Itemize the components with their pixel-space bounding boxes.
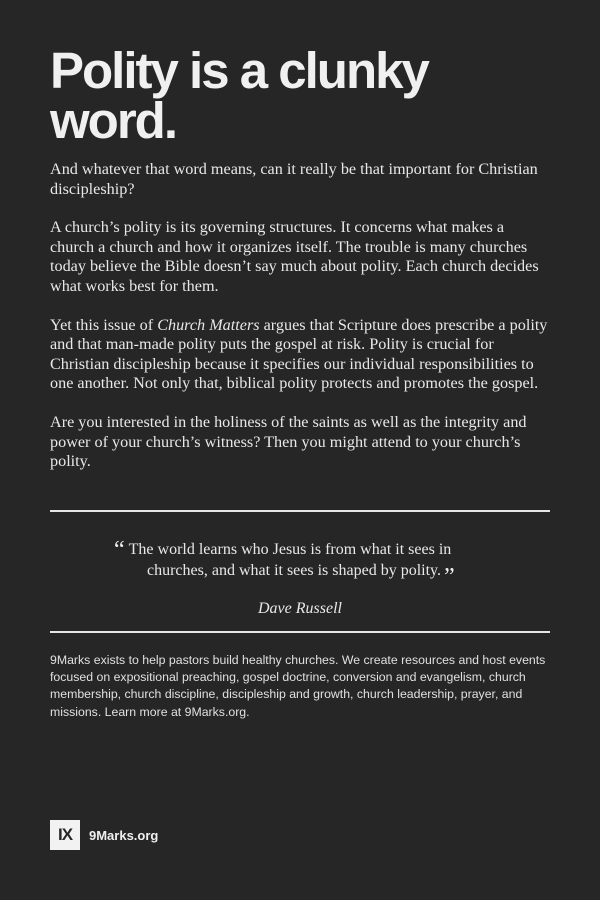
headline <box>50 42 550 149</box>
publication-title: Church Matters <box>157 315 260 334</box>
quote-text-1: The world learns who Jesus is from what it sees in <box>128 541 452 558</box>
quote-text-2: churches, and what it sees is shaped by polity. <box>147 562 442 579</box>
headline-line-2: word. <box>50 92 176 149</box>
body-paragraph-4: Are you interested in the holiness of the saints as well as the integrity and power of your church’s witness? Then you might attend to your church’s polity. <box>50 412 527 471</box>
divider-top <box>50 510 550 512</box>
about-text: 9Marks exists to help pastors build healthy churches. We create resources and host events focused on expositional preaching, gospel doctrine, conversion and evangelism, church membership, church discipline, discipleship and growth, church leadership, prayer, and missions. Learn more at 9Marks.org. <box>50 653 546 719</box>
quote-line-2 <box>147 558 455 590</box>
9marks-logo-icon: IX <box>50 820 80 850</box>
body-paragraph-3-rest: argues that Scripture does prescribe a polity and that man-made polity puts the gospel at risk. Polity is crucial for Christian discipleship because it specifies our individual responsibilities to one another. Not only that, biblical polity protects and promotes the gospel. <box>50 315 548 393</box>
divider-bottom <box>50 631 550 633</box>
back-cover <box>50 0 550 900</box>
body-paragraph-3 <box>50 316 550 394</box>
open-quote-icon: “ <box>114 537 125 563</box>
quote-attribution: Dave Russell <box>258 600 342 617</box>
headline-line-1: Polity is a clunky <box>50 42 428 99</box>
body-paragraph-3-intro: Yet this issue of <box>50 315 158 334</box>
quote-line-1 <box>114 537 452 563</box>
brand-footer <box>50 820 158 850</box>
brand-url: 9Marks.org <box>89 827 159 843</box>
body-paragraph-2: A church’s polity is its governing structures. It concerns what makes a church a church and how it organizes itself. The trouble is many churches today believe the Bible doesn’t say much about polity. Each church decides what works best for them. <box>50 218 539 295</box>
body-paragraph-1: And whatever that word means, can it really be that important for Christian discipleship? <box>50 160 538 198</box>
body-copy <box>50 160 550 491</box>
close-quote-icon: ” <box>444 564 455 590</box>
